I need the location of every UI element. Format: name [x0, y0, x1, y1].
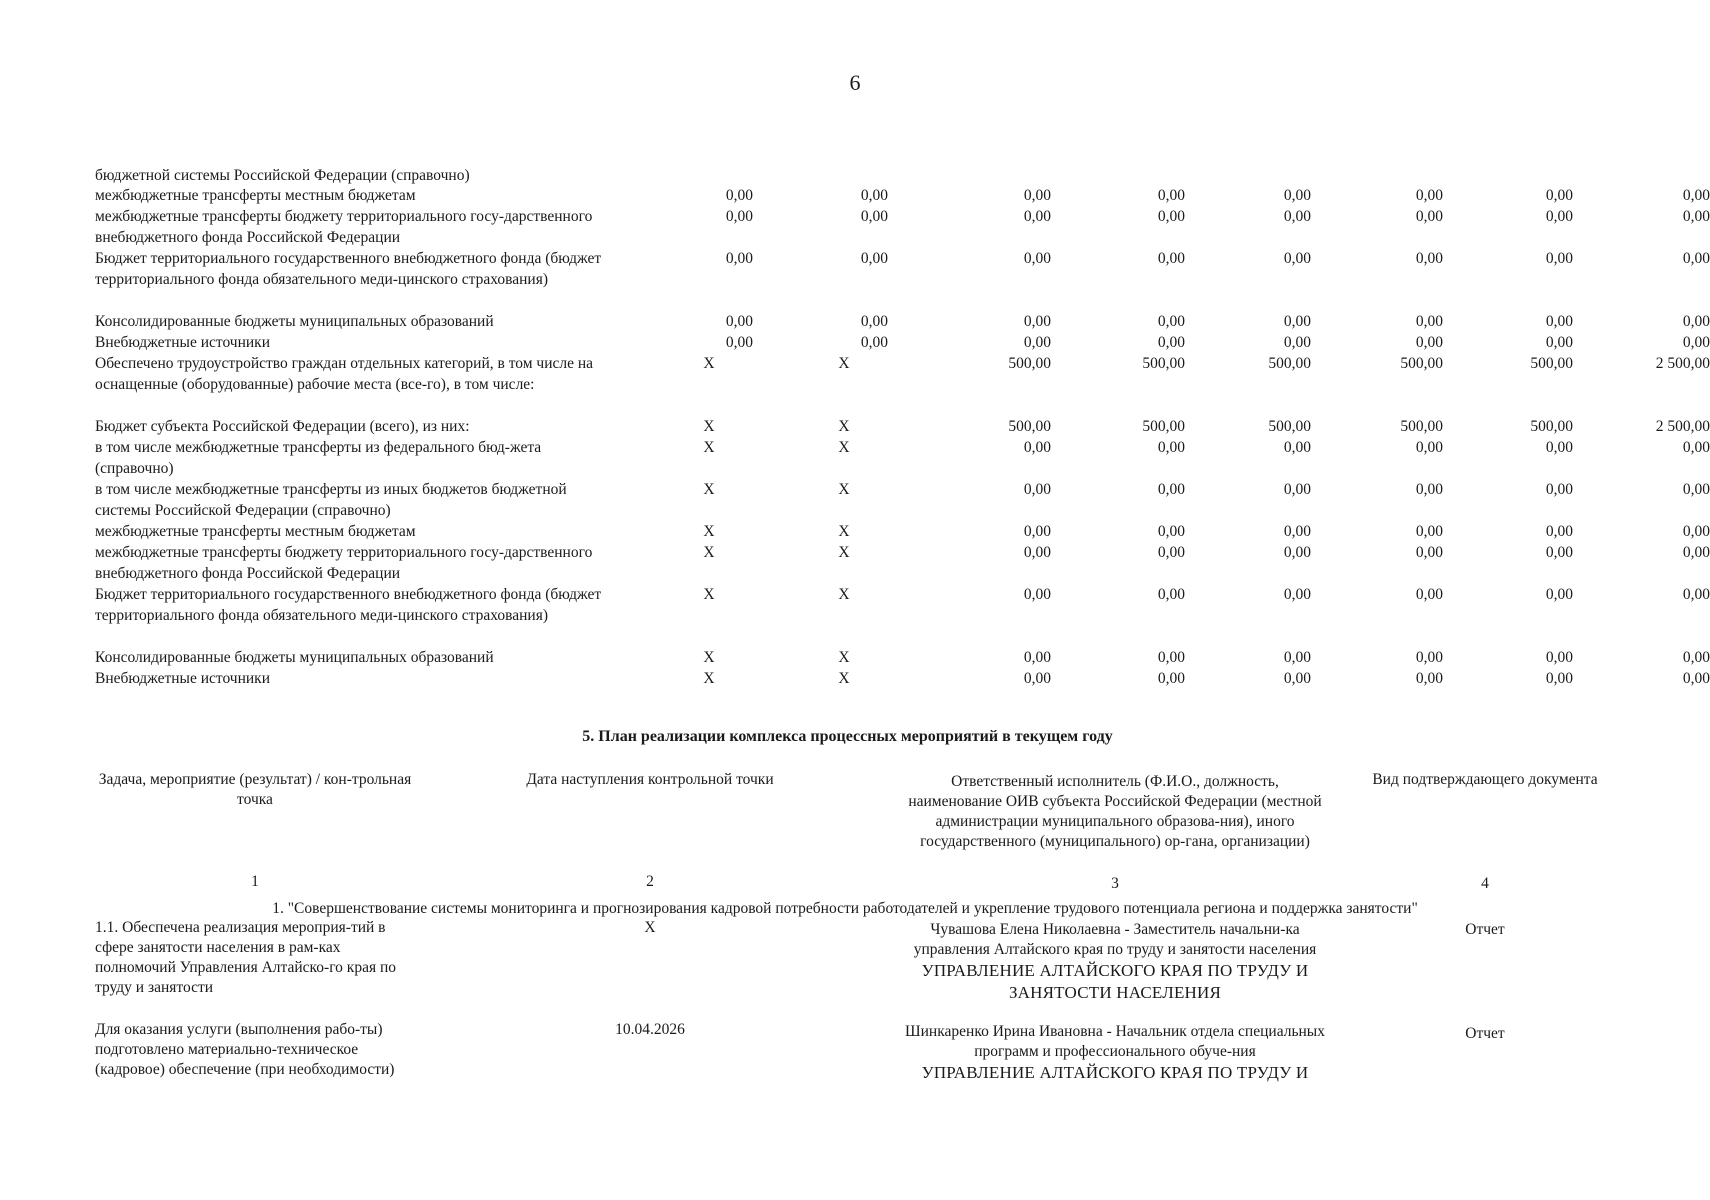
value-cell: 0,00 — [1415, 187, 1443, 204]
responsible-cell — [905, 1022, 1325, 1084]
value-cell: 0,00 — [1415, 334, 1443, 351]
value-cell: 0,00 — [1415, 313, 1443, 330]
value-cell: 0,00 — [1415, 670, 1443, 687]
table-row — [95, 166, 1615, 186]
value-cell: 0,00 — [1157, 649, 1185, 666]
task-cell: 1.1. Обеспечена реализация мероприя-тий в сфере занятости населения в рам-ках полномочий Управления Алтайско-го края по труду и занятости — [95, 919, 397, 996]
value-cell: 0,00 — [1023, 523, 1051, 540]
value-cell: 0,00 — [1283, 313, 1311, 330]
value-cell: 0,00 — [1283, 334, 1311, 351]
value-cell: X — [838, 544, 850, 561]
value-cell: 0,00 — [1157, 313, 1185, 330]
row-label: межбюджетные трансферты местным бюджетам — [95, 523, 416, 540]
value-cell: 0,00 — [1283, 481, 1311, 498]
value-cell: 0,00 — [1415, 649, 1443, 666]
value-cell: X — [703, 355, 715, 372]
value-cell: 0,00 — [1682, 544, 1710, 561]
row-label: Бюджет территориального государственного внебюджетного фонда (бюджет территориального фонда обязательного меди-цинского страхования) — [95, 250, 602, 288]
value-cell: 0,00 — [1157, 334, 1185, 351]
value-cell: 500,00 — [1268, 355, 1311, 372]
value-cell: 0,00 — [725, 313, 753, 330]
task-title: 1. "Совершенствование системы мониторинга и прогнозирования кадровой потребности работодателей и укрепление трудового потенциала региона и поддержка занятости" — [272, 900, 1418, 917]
column-number: 4 — [1481, 875, 1489, 892]
value-cell: 0,00 — [1415, 481, 1443, 498]
value-cell: 0,00 — [1023, 670, 1051, 687]
value-cell: 0,00 — [1157, 187, 1185, 204]
value-cell: 0,00 — [1283, 670, 1311, 687]
value-cell: 0,00 — [1157, 544, 1185, 561]
row-label: межбюджетные трансферты местным бюджетам — [95, 187, 416, 204]
column-number: 2 — [646, 873, 654, 890]
value-cell: 0,00 — [1023, 187, 1051, 204]
value-cell: 0,00 — [1415, 439, 1443, 456]
row-label: Обеспечено трудоустройство граждан отдельных категорий, в том числе на оснащенные (оборудованные) рабочие места (все-го), в том числе: — [95, 355, 594, 393]
value-cell: 0,00 — [1545, 523, 1573, 540]
value-cell: 0,00 — [1682, 481, 1710, 498]
row-label: Бюджет территориального государственного внебюджетного фонда (бюджет территориального фонда обязательного меди-цинского страхования) — [95, 586, 602, 624]
row-label: межбюджетные трансферты бюджету территориального госу-дарственного внебюджетного фонда Российской Федерации — [95, 544, 593, 582]
value-cell: 0,00 — [1283, 523, 1311, 540]
value-cell: 0,00 — [1545, 208, 1573, 225]
value-cell: 500,00 — [1268, 418, 1311, 435]
value-cell: 0,00 — [725, 208, 753, 225]
responsible-cell — [905, 920, 1325, 1004]
value-cell: X — [703, 670, 715, 687]
value-cell: 0,00 — [1157, 481, 1185, 498]
value-cell: 0,00 — [1023, 649, 1051, 666]
value-cell: 0,00 — [1157, 523, 1185, 540]
value-cell: 0,00 — [1415, 586, 1443, 603]
value-cell: 0,00 — [1545, 586, 1573, 603]
value-cell: 0,00 — [1023, 250, 1051, 267]
value-cell: 0,00 — [1157, 439, 1185, 456]
date-cell: X — [644, 919, 656, 936]
value-cell: 0,00 — [860, 334, 888, 351]
value-cell: X — [703, 439, 715, 456]
value-cell: 0,00 — [1545, 544, 1573, 561]
value-cell: 0,00 — [1545, 313, 1573, 330]
value-cell: 0,00 — [860, 250, 888, 267]
value-cell: 500,00 — [1008, 418, 1051, 435]
column-header-document: Вид подтверждающего документа — [1372, 771, 1598, 788]
value-cell: 0,00 — [725, 250, 753, 267]
value-cell: 0,00 — [725, 334, 753, 351]
value-cell: 2 500,00 — [1655, 418, 1710, 435]
value-cell: 0,00 — [1682, 670, 1710, 687]
value-cell: 0,00 — [1157, 586, 1185, 603]
value-cell: 0,00 — [1023, 481, 1051, 498]
value-cell: 0,00 — [1682, 250, 1710, 267]
value-cell: X — [838, 586, 850, 603]
value-cell: 0,00 — [1157, 250, 1185, 267]
value-cell: X — [703, 544, 715, 561]
value-cell: 0,00 — [1415, 208, 1443, 225]
value-cell: X — [838, 670, 850, 687]
value-cell: 0,00 — [1545, 481, 1573, 498]
row-label: Консолидированные бюджеты муниципальных образований — [95, 649, 494, 666]
value-cell: 0,00 — [1157, 670, 1185, 687]
value-cell: 0,00 — [1023, 544, 1051, 561]
value-cell: 0,00 — [1682, 586, 1710, 603]
value-cell: 0,00 — [1283, 586, 1311, 603]
document-cell: Отчет — [1465, 1025, 1505, 1042]
value-cell: 0,00 — [1023, 334, 1051, 351]
responsible-organization: УПРАВЛЕНИЕ АЛТАЙСКОГО КРАЯ ПО ТРУДУ И ЗАНЯТОСТИ НАСЕЛЕНИЯ — [921, 961, 1309, 1002]
value-cell: 0,00 — [1682, 649, 1710, 666]
value-cell: 500,00 — [1142, 418, 1185, 435]
value-cell: 0,00 — [1415, 544, 1443, 561]
value-cell: 0,00 — [1682, 313, 1710, 330]
value-cell: 0,00 — [1023, 586, 1051, 603]
value-cell: X — [838, 523, 850, 540]
date-cell: 10.04.2026 — [615, 1021, 685, 1038]
value-cell: 0,00 — [1682, 187, 1710, 204]
value-cell: 0,00 — [1682, 523, 1710, 540]
value-cell: 500,00 — [1142, 355, 1185, 372]
value-cell: 0,00 — [1157, 208, 1185, 225]
row-label: бюджетной системы Российской Федерации (справочно) — [95, 167, 470, 184]
value-cell: 500,00 — [1400, 418, 1443, 435]
value-cell: 0,00 — [1283, 649, 1311, 666]
responsible-organization: УПРАВЛЕНИЕ АЛТАЙСКОГО КРАЯ ПО ТРУДУ И — [921, 1063, 1309, 1082]
value-cell: X — [838, 418, 850, 435]
section-title: 5. План реализации комплекса процессных мероприятий в текущем году — [582, 728, 1113, 745]
value-cell: 500,00 — [1530, 355, 1573, 372]
value-cell: 500,00 — [1400, 355, 1443, 372]
value-cell: 0,00 — [1545, 187, 1573, 204]
value-cell: 0,00 — [1283, 250, 1311, 267]
column-header-responsible: Ответственный исполнитель (Ф.И.О., должность, наименование ОИВ субъекта Российской Федерации (местной администрации муниципального образова-ния), иного государственного (муниципального) ор-гана, организации) — [908, 773, 1322, 850]
value-cell: X — [838, 649, 850, 666]
value-cell: 0,00 — [860, 187, 888, 204]
value-cell: 0,00 — [1545, 670, 1573, 687]
row-label: Бюджет субъекта Российской Федерации (всего), из них: — [95, 418, 470, 435]
value-cell: 0,00 — [1415, 250, 1443, 267]
value-cell: 500,00 — [1008, 355, 1051, 372]
value-cell: X — [703, 481, 715, 498]
value-cell: 0,00 — [725, 187, 753, 204]
column-number: 1 — [251, 873, 259, 890]
responsible-person: Шинкаренко Ирина Ивановна - Начальник отдела специальных программ и профессионального обуче-ния — [905, 1023, 1325, 1060]
value-cell: 0,00 — [1682, 208, 1710, 225]
value-cell: 0,00 — [1283, 439, 1311, 456]
value-cell: 0,00 — [1682, 334, 1710, 351]
document-cell: Отчет — [1465, 921, 1505, 938]
column-header-date: Дата наступления контрольной точки — [526, 771, 774, 788]
column-header-task: Задача, мероприятие (результат) / кон-трольная точка — [98, 771, 412, 808]
responsible-person: Чувашова Елена Николаевна - Заместитель начальни-ка управления Алтайского края по труду и занятости населения — [913, 921, 1317, 958]
value-cell: X — [838, 481, 850, 498]
value-cell: X — [703, 586, 715, 603]
row-label: Консолидированные бюджеты муниципальных образований — [95, 313, 494, 330]
value-cell: X — [838, 355, 850, 372]
row-label: межбюджетные трансферты бюджету территориального госу-дарственного внебюджетного фонда Российской Федерации — [95, 208, 593, 246]
column-number: 3 — [1111, 875, 1119, 892]
value-cell: 500,00 — [1530, 418, 1573, 435]
value-cell: X — [838, 439, 850, 456]
value-cell: 0,00 — [1023, 439, 1051, 456]
value-cell: 0,00 — [1023, 208, 1051, 225]
value-cell: 0,00 — [1023, 313, 1051, 330]
value-cell: 0,00 — [1682, 439, 1710, 456]
value-cell: 0,00 — [1415, 523, 1443, 540]
value-cell: 0,00 — [1283, 544, 1311, 561]
value-cell: 0,00 — [1283, 187, 1311, 204]
value-cell: 0,00 — [1545, 649, 1573, 666]
value-cell: 0,00 — [860, 208, 888, 225]
value-cell: 0,00 — [1283, 208, 1311, 225]
row-label: Внебюджетные источники — [95, 670, 271, 687]
task-cell: Для оказания услуги (выполнения рабо-ты) подготовлено материально-техническое (кадровое) обеспечение (при необходимости) — [95, 1021, 395, 1078]
value-cell: 2 500,00 — [1655, 355, 1710, 372]
row-label: в том числе межбюджетные трансферты из иных бюджетов бюджетной системы Российской Федерации (справочно) — [95, 481, 567, 519]
value-cell: X — [703, 649, 715, 666]
value-cell: 0,00 — [860, 313, 888, 330]
value-cell: 0,00 — [1545, 250, 1573, 267]
value-cell: 0,00 — [1545, 439, 1573, 456]
row-label: Внебюджетные источники — [95, 334, 271, 351]
value-cell: 0,00 — [1545, 334, 1573, 351]
value-cell: X — [703, 523, 715, 540]
value-cell: X — [703, 418, 715, 435]
row-label: в том числе межбюджетные трансферты из федерального бюд-жета (справочно) — [95, 439, 542, 477]
page-number: 6 — [849, 70, 861, 95]
